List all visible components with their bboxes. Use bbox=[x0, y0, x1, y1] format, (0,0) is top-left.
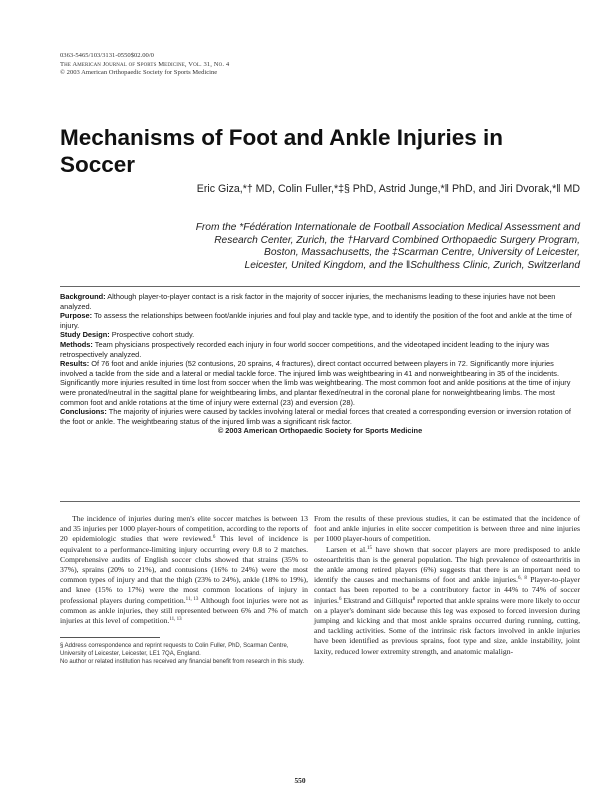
body-paragraph: From the results of these previous studies, it can be estimated that the incidence of foot and ankle injuries in elite soccer competition is between three and nine injuries per 1000 player-hours of competition. bbox=[314, 514, 580, 544]
footnote-correspondence: § Address correspondence and reprint requests to Colin Fuller, PhD, Scarman Centre, University of Leicester, Leicester, LE1 7QA, England. bbox=[60, 643, 289, 657]
text-run: Ekstrand and Gillquist bbox=[341, 595, 413, 605]
journal-copyright: © 2003 American Orthopaedic Society for Sports Medicine bbox=[60, 69, 218, 77]
abstract-purpose bbox=[60, 311, 580, 330]
affiliations bbox=[110, 222, 580, 272]
body-paragraph bbox=[60, 514, 308, 626]
abstract-conclusions bbox=[60, 407, 580, 426]
journal-name: The American Journal of Sports Medicine, Vol. 31, No. 4 bbox=[60, 60, 230, 68]
affiliation-line: From the *Fédération Internationale de Football Association Medical Assessment and bbox=[195, 222, 580, 233]
journal-header bbox=[60, 52, 229, 78]
text-design: Prospective cohort study. bbox=[111, 330, 195, 340]
footnote-disclosure: No author or related institution has received any financial benefit from research in this study. bbox=[60, 658, 305, 665]
abstract-design bbox=[60, 330, 580, 340]
text-run: Although foot injuries were not as common as ankle injuries, they still represented between 6% and 7% of match injuries at this level of competition. bbox=[60, 595, 308, 626]
footnotes bbox=[60, 643, 306, 666]
article-title: Mechanisms of Foot and Ankle Injuries in Soccer bbox=[60, 125, 503, 177]
footnote-rule bbox=[60, 637, 160, 638]
citation-ref: 6, 8 bbox=[517, 576, 527, 582]
abstract-methods bbox=[60, 340, 580, 359]
page-number: 550 bbox=[294, 776, 306, 785]
citation-ref: 11, 13 bbox=[169, 617, 182, 623]
label-results: Results: bbox=[60, 359, 90, 369]
body-column-left bbox=[60, 514, 308, 626]
text-run: have shown that soccer players are more predisposed to ankle osteoarthritis than is the general population. The high prevalence of osteoarthritis in the ankle among retired players (6%) suggests that there is an important need to identify the causes and mechanisms of foot and ankle injuries. bbox=[314, 544, 580, 585]
text-run: This level of incidence is equivalent to a performance-limiting injury occurring every 0.8 to 2 matches. Comprehensive audits of English soccer clubs showed that strains (35% to 37%), sprains (20% to 21%), and contusions (16% to 24%) were the most common types of injury and that the thigh (23% to 24%), ankle (18% to 19%), and knee (15% to 17%) were the most common locations of injury in professional players during competition. bbox=[60, 534, 308, 605]
label-conclusions: Conclusions: bbox=[60, 407, 107, 417]
abstract-top-rule bbox=[60, 286, 580, 287]
text-run: Larsen et al. bbox=[326, 544, 368, 554]
citation-ref: 11, 13 bbox=[185, 596, 199, 602]
text-run: reported that ankle sprains were more likely to occur on a player's dominant side because this leg was exposed to forced inversion during jumping and kicking and that most ankle sprains occurred during running, cutting, and tackling activities. Some of the intrinsic risk factors involved in ankle injuries have been identified as previous sprains, foot type and size, ankle instability, joint laxity, reduced lower extremity strength, and anatomic malalign- bbox=[314, 595, 580, 656]
abstract-bottom-rule bbox=[60, 501, 580, 502]
author-list: Eric Giza,*† MD, Colin Fuller,*‡§ PhD, Astrid Junge,*‖ PhD, and Jiri Dvorak,*‖ MD bbox=[196, 183, 580, 195]
text-purpose: To assess the relationships between foot/ankle injuries and foul play and tackle type, and to identify the position of the foot and ankle at the time of injury. bbox=[60, 311, 572, 330]
abstract-results bbox=[60, 359, 580, 407]
affiliation-line: Boston, Massachusetts, the ‡Scarman Centre, University of Leicester, bbox=[264, 247, 580, 259]
citation-ref: 6 bbox=[212, 535, 216, 541]
label-background: Background: bbox=[60, 292, 106, 301]
text-run: Player-to-player contact has been reported to be a contributory factor in 44% to 74% of soccer injuries. bbox=[314, 575, 581, 605]
citation-ref: 6 bbox=[338, 596, 342, 602]
text-methods: Team physicians prospectively recorded each injury in four world soccer competitions, and the videotaped incident leading to the injury was retrospectively analyzed. bbox=[60, 339, 550, 359]
citation-ref: 8 bbox=[412, 596, 416, 602]
citation-ref: 15 bbox=[367, 545, 373, 551]
body-paragraph bbox=[314, 545, 580, 657]
label-purpose: Purpose: bbox=[60, 311, 93, 321]
abstract-background bbox=[60, 292, 580, 311]
text-results: Of 76 foot and ankle injuries (52 contusions, 20 sprains, 4 fractures), direct contact occurred between players in 72. Significantly more injuries involved a tackle from the side and a lateral or medial tackle force. The injured limb was weightbearing in 41 and nonweightbearing in 35 of the incidents. Significantly more injuries resulted in time lost from soccer when the limb was weightbearing. The most common foot and ankle positions at the time of injury were pronated/neutral in the sagittal plane for weightbearing limbs, and plantar flexed/neutral in the coronal plane for nonweightbearing limbs. The most common foot and ankle rotations at the time of injury were external (23) and eversion (28). bbox=[60, 359, 571, 407]
text-run: The incidence of injuries during men's elite soccer matches is between 13 and 35 injuries per 1000 player-hours of competition, according to the reports of 20 epidemiologic studies that were reviewed. bbox=[60, 514, 308, 544]
label-design: Study Design: bbox=[60, 330, 110, 340]
text-conclusions: The majority of injuries were caused by tackles involving lateral or medial forces that created a corresponding eversion or inversion rotation of the foot or ankle. The weightbearing status of the injured limb was a significant risk factor. bbox=[60, 407, 571, 426]
affiliation-line: Research Center, Zurich, the †Harvard Combined Orthopaedic Surgery Program, bbox=[214, 234, 580, 246]
text-background: Although player-to-player contact is a risk factor in the majority of soccer injuries, the mechanisms leading to these injuries have not been analyzed. bbox=[60, 292, 556, 311]
abstract-copyright: © 2003 American Orthopaedic Society for Sports Medicine bbox=[217, 426, 423, 436]
label-methods: Methods: bbox=[60, 339, 93, 349]
article-code: 0363-5465/103/3131-0550$02.00/0 bbox=[60, 52, 154, 59]
affiliation-line: Leicester, United Kingdom, and the ‖Schulthess Clinic, Zurich, Switzerland bbox=[244, 259, 580, 271]
body-column-right bbox=[314, 514, 580, 657]
abstract bbox=[60, 292, 580, 436]
